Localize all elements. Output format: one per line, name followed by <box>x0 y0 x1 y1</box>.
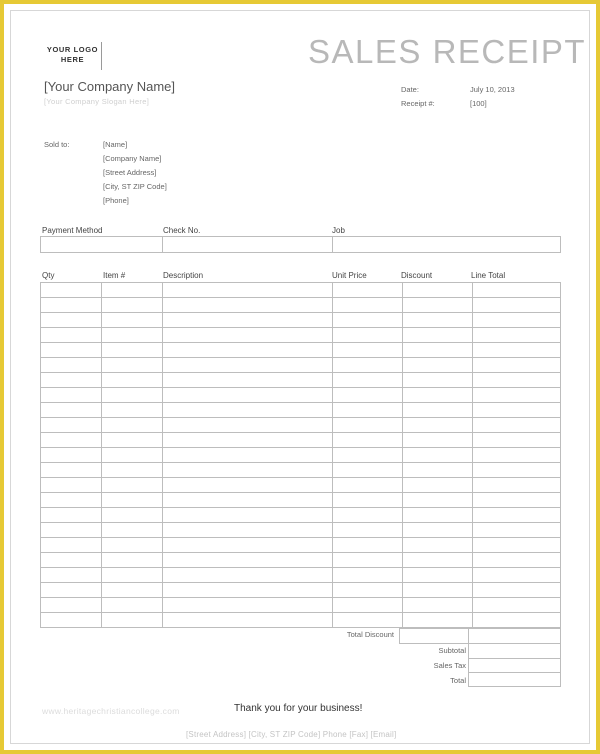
table-row <box>41 508 561 523</box>
description-cell[interactable] <box>163 583 333 598</box>
total-discount-amount-cell[interactable] <box>469 629 561 644</box>
totals-table <box>399 628 561 687</box>
description-cell[interactable] <box>163 598 333 613</box>
qty-cell[interactable] <box>41 328 102 343</box>
qty-cell[interactable] <box>41 583 102 598</box>
discount-cell[interactable] <box>403 598 473 613</box>
table-row <box>41 583 561 598</box>
description-cell[interactable] <box>163 358 333 373</box>
discount-cell[interactable] <box>403 298 473 313</box>
discount-cell[interactable] <box>403 388 473 403</box>
table-row <box>41 448 561 463</box>
sold-to-label: Sold to: <box>44 140 70 149</box>
qty-cell[interactable] <box>41 493 102 508</box>
discount-cell[interactable] <box>403 553 473 568</box>
payment-row <box>41 237 561 253</box>
total-cell[interactable] <box>469 672 561 686</box>
qty-cell[interactable] <box>41 523 102 538</box>
description-cell[interactable] <box>163 373 333 388</box>
qty-cell[interactable] <box>41 388 102 403</box>
qty-cell[interactable] <box>41 433 102 448</box>
description-header: Description <box>163 271 204 280</box>
table-row <box>41 463 561 478</box>
footer-website: www.heritagechristiancollege.com <box>42 706 180 716</box>
unit-price-cell[interactable] <box>333 343 403 358</box>
table-row <box>41 328 561 343</box>
line-total-cell[interactable] <box>473 583 561 598</box>
table-row <box>41 523 561 538</box>
qty-cell[interactable] <box>41 313 102 328</box>
line-total-cell[interactable] <box>473 313 561 328</box>
check-no-header: Check No. <box>163 226 201 235</box>
qty-cell[interactable] <box>41 418 102 433</box>
description-cell[interactable] <box>163 508 333 523</box>
discount-cell[interactable] <box>403 358 473 373</box>
line-total-cell[interactable] <box>473 373 561 388</box>
item-number-cell[interactable] <box>102 538 163 553</box>
table-row <box>41 313 561 328</box>
description-cell[interactable] <box>163 523 333 538</box>
footer-contact-info: [Street Address] [City, ST ZIP Code] Phone [Fax] [Email] <box>186 730 397 739</box>
thank-you-message: Thank you for your business! <box>234 703 363 714</box>
discount-cell[interactable] <box>403 448 473 463</box>
discount-cell[interactable] <box>403 343 473 358</box>
description-cell[interactable] <box>163 418 333 433</box>
qty-cell[interactable] <box>41 508 102 523</box>
table-row <box>41 478 561 493</box>
description-cell[interactable] <box>163 478 333 493</box>
total-discount-cell[interactable] <box>400 629 469 644</box>
unit-price-cell[interactable] <box>333 388 403 403</box>
description-cell[interactable] <box>163 493 333 508</box>
description-cell[interactable] <box>163 463 333 478</box>
unit-price-cell[interactable] <box>333 448 403 463</box>
description-cell[interactable] <box>163 538 333 553</box>
item-number-cell[interactable] <box>102 373 163 388</box>
discount-cell[interactable] <box>403 478 473 493</box>
discount-cell[interactable] <box>403 523 473 538</box>
document-title: SALES RECEIPT <box>308 33 587 70</box>
table-row <box>41 403 561 418</box>
item-number-cell[interactable] <box>102 343 163 358</box>
unit-price-cell[interactable] <box>333 298 403 313</box>
totals-row-subtotal <box>400 644 561 659</box>
table-row <box>41 568 561 583</box>
unit-price-header: Unit Price <box>332 271 367 280</box>
unit-price-cell[interactable] <box>333 433 403 448</box>
unit-price-cell[interactable] <box>333 373 403 388</box>
line-total-cell[interactable] <box>473 568 561 583</box>
sales-tax-cell[interactable] <box>469 658 561 672</box>
item-number-cell[interactable] <box>102 493 163 508</box>
discount-cell[interactable] <box>403 583 473 598</box>
logo-line-2: HERE <box>60 55 85 64</box>
discount-header: Discount <box>401 271 433 280</box>
unit-price-cell[interactable] <box>333 598 403 613</box>
discount-cell[interactable] <box>403 538 473 553</box>
discount-cell[interactable] <box>403 508 473 523</box>
unit-price-cell[interactable] <box>333 508 403 523</box>
sold-to-phone: [Phone] <box>103 196 129 205</box>
sold-to-city: [City, ST ZIP Code] <box>103 182 167 191</box>
line-total-cell[interactable] <box>473 283 561 298</box>
sold-to-street: [Street Address] <box>103 168 157 177</box>
table-row <box>41 298 561 313</box>
line-total-cell[interactable] <box>473 403 561 418</box>
logo-placeholder <box>44 42 102 70</box>
company-slogan: [Your Company Slogan Here] <box>44 97 150 106</box>
table-row <box>41 418 561 433</box>
table-row <box>41 388 561 403</box>
unit-price-cell[interactable] <box>333 523 403 538</box>
item-number-cell[interactable] <box>102 328 163 343</box>
unit-price-cell[interactable] <box>333 358 403 373</box>
description-cell[interactable] <box>163 403 333 418</box>
table-row <box>41 358 561 373</box>
discount-cell[interactable] <box>403 283 473 298</box>
logo-line-1: YOUR LOGO <box>46 45 99 54</box>
unit-price-cell[interactable] <box>333 553 403 568</box>
check-no-cell[interactable] <box>163 237 333 253</box>
qty-cell[interactable] <box>41 598 102 613</box>
qty-cell[interactable] <box>41 403 102 418</box>
item-number-cell[interactable] <box>102 403 163 418</box>
description-cell[interactable] <box>163 388 333 403</box>
discount-cell[interactable] <box>403 463 473 478</box>
line-total-cell[interactable] <box>473 343 561 358</box>
line-total-cell[interactable] <box>473 298 561 313</box>
receipt-number-label: Receipt #: <box>401 99 435 108</box>
item-number-cell[interactable] <box>102 283 163 298</box>
line-total-cell[interactable] <box>473 613 561 628</box>
item-number-cell[interactable] <box>102 298 163 313</box>
table-row <box>41 598 561 613</box>
unit-price-cell[interactable] <box>333 583 403 598</box>
discount-cell[interactable] <box>403 373 473 388</box>
unit-price-cell[interactable] <box>333 328 403 343</box>
unit-price-cell[interactable] <box>333 463 403 478</box>
company-name: [Your Company Name] <box>44 79 176 94</box>
total-label: Total <box>450 676 466 685</box>
unit-price-cell[interactable] <box>333 613 403 628</box>
unit-price-cell[interactable] <box>333 403 403 418</box>
unit-price-cell[interactable] <box>333 313 403 328</box>
line-total-cell[interactable] <box>473 448 561 463</box>
item-number-cell[interactable] <box>102 418 163 433</box>
item-number-cell[interactable] <box>102 388 163 403</box>
line-total-cell[interactable] <box>473 598 561 613</box>
description-cell[interactable] <box>163 313 333 328</box>
receipt-number-value: [100] <box>470 99 487 108</box>
item-number-cell[interactable] <box>102 313 163 328</box>
item-number-cell[interactable] <box>102 568 163 583</box>
description-cell[interactable] <box>163 283 333 298</box>
subtotal-cell[interactable] <box>469 644 561 659</box>
line-items-table <box>40 282 561 628</box>
qty-cell[interactable] <box>41 373 102 388</box>
item-number-header: Item # <box>103 271 126 280</box>
item-number-cell[interactable] <box>102 553 163 568</box>
table-row <box>41 433 561 448</box>
payment-method-cell[interactable] <box>41 237 163 253</box>
item-number-cell[interactable] <box>102 478 163 493</box>
line-total-cell[interactable] <box>473 418 561 433</box>
description-cell[interactable] <box>163 298 333 313</box>
discount-cell[interactable] <box>403 493 473 508</box>
date-label: Date: <box>401 85 419 94</box>
subtotal-label: Subtotal <box>438 646 466 655</box>
qty-cell[interactable] <box>41 463 102 478</box>
item-number-cell[interactable] <box>102 613 163 628</box>
table-row <box>41 538 561 553</box>
line-total-cell[interactable] <box>473 523 561 538</box>
sold-to-name: [Name] <box>103 140 128 149</box>
item-number-cell[interactable] <box>102 598 163 613</box>
table-row <box>41 343 561 358</box>
date-value: July 10, 2013 <box>470 85 515 94</box>
discount-cell[interactable] <box>403 568 473 583</box>
unit-price-cell[interactable] <box>333 493 403 508</box>
table-row <box>41 283 561 298</box>
qty-cell[interactable] <box>41 448 102 463</box>
description-cell[interactable] <box>163 433 333 448</box>
qty-header: Qty <box>42 271 55 280</box>
unit-price-cell[interactable] <box>333 418 403 433</box>
sold-to-company: [Company Name] <box>103 154 162 163</box>
table-row <box>41 373 561 388</box>
line-total-cell[interactable] <box>473 433 561 448</box>
qty-cell[interactable] <box>41 538 102 553</box>
qty-cell[interactable] <box>41 568 102 583</box>
sales-tax-label: Sales Tax <box>433 661 466 670</box>
item-number-cell[interactable] <box>102 358 163 373</box>
item-number-cell[interactable] <box>102 523 163 538</box>
discount-cell[interactable] <box>403 613 473 628</box>
line-total-cell[interactable] <box>473 388 561 403</box>
description-cell[interactable] <box>163 448 333 463</box>
payment-table <box>40 236 561 253</box>
table-row <box>41 613 561 628</box>
discount-cell[interactable] <box>403 403 473 418</box>
unit-price-cell[interactable] <box>333 283 403 298</box>
totals-row-total <box>400 672 561 686</box>
job-header: Job <box>332 226 345 235</box>
item-number-cell[interactable] <box>102 448 163 463</box>
line-total-cell[interactable] <box>473 493 561 508</box>
unit-price-cell[interactable] <box>333 538 403 553</box>
discount-cell[interactable] <box>403 418 473 433</box>
line-total-cell[interactable] <box>473 463 561 478</box>
item-number-cell[interactable] <box>102 463 163 478</box>
description-cell[interactable] <box>163 613 333 628</box>
description-cell[interactable] <box>163 328 333 343</box>
totals-row-tax <box>400 658 561 672</box>
qty-cell[interactable] <box>41 343 102 358</box>
discount-cell[interactable] <box>403 313 473 328</box>
qty-cell[interactable] <box>41 283 102 298</box>
line-total-cell[interactable] <box>473 358 561 373</box>
unit-price-cell[interactable] <box>333 568 403 583</box>
table-row <box>41 493 561 508</box>
line-total-cell[interactable] <box>473 328 561 343</box>
item-number-cell[interactable] <box>102 508 163 523</box>
qty-cell[interactable] <box>41 553 102 568</box>
qty-cell[interactable] <box>41 298 102 313</box>
description-cell[interactable] <box>163 553 333 568</box>
discount-cell[interactable] <box>403 433 473 448</box>
item-number-cell[interactable] <box>102 583 163 598</box>
line-total-cell[interactable] <box>473 478 561 493</box>
line-total-cell[interactable] <box>473 553 561 568</box>
unit-price-cell[interactable] <box>333 478 403 493</box>
total-discount-label: Total Discount <box>346 630 394 639</box>
qty-cell[interactable] <box>41 358 102 373</box>
job-cell[interactable] <box>333 237 561 253</box>
item-number-cell[interactable] <box>102 433 163 448</box>
discount-cell[interactable] <box>403 328 473 343</box>
totals-row-discount <box>400 629 561 644</box>
line-total-header: Line Total <box>471 271 506 280</box>
description-cell[interactable] <box>163 343 333 358</box>
table-row <box>41 553 561 568</box>
line-total-cell[interactable] <box>473 538 561 553</box>
payment-method-header: Payment Method <box>42 226 103 235</box>
line-total-cell[interactable] <box>473 508 561 523</box>
qty-cell[interactable] <box>41 613 102 628</box>
description-cell[interactable] <box>163 568 333 583</box>
qty-cell[interactable] <box>41 478 102 493</box>
